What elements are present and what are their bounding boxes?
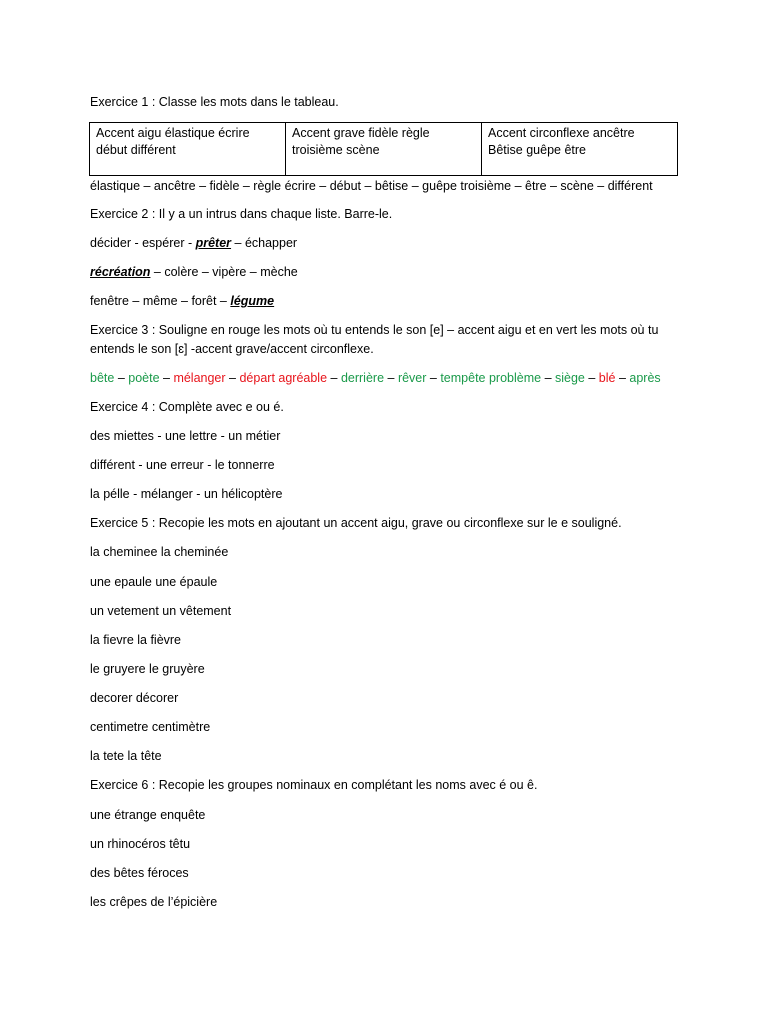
- table-cell-accent-grave: Accent grave fidèle règle troisième scène: [286, 123, 482, 176]
- exercise-5-line: la fievre la fièvre: [90, 633, 182, 647]
- separator: –: [615, 371, 630, 385]
- exercise-2-title: Exercice 2 : Il y a un intrus dans chaque liste. Barre-le.: [90, 207, 393, 221]
- exercise-1-word-list: élastique – ancêtre – fidèle – règle écrire – début – bêtise – guêpe troisième – être – scène – différent: [90, 179, 653, 193]
- exercise-3-title-line-1: Exercice 3 : Souligne en rouge les mots où tu entends le son [e] – accent aigu et en vert les mots où tu: [90, 323, 659, 337]
- separator: –: [541, 371, 555, 385]
- word-green: poète: [128, 371, 160, 385]
- intrus-word: légume: [230, 294, 275, 308]
- exercise-3-colored-words: [90, 370, 661, 386]
- exercise-6-title: Exercice 6 : Recopie les groupes nominaux en complétant les noms avec é ou ê.: [90, 778, 538, 792]
- word-red: blé: [598, 371, 616, 385]
- exercise-6-line: des bêtes féroces: [90, 866, 189, 880]
- word-green: siège: [555, 371, 585, 385]
- intrus-word: prêter: [195, 236, 232, 250]
- word-red: mélanger: [173, 371, 226, 385]
- exercise-5-line: la cheminee la cheminée: [90, 545, 229, 559]
- exercise-4-title: Exercice 4 : Complète avec e ou é.: [90, 400, 284, 414]
- exercise-2-list-3: fenêtre – même – forêt – légume: [90, 294, 275, 308]
- separator: –: [384, 371, 398, 385]
- table-cell-accent-circonflexe: Accent circonflexe ancêtre Bêtise guêpe être: [482, 123, 678, 176]
- word-green: rêver: [397, 371, 427, 385]
- accent-classification-table: [89, 122, 678, 176]
- exercise-4-line-3: la pélle - mélanger - un hélicoptère: [90, 487, 283, 501]
- separator: –: [327, 371, 341, 385]
- separator: –: [225, 371, 240, 385]
- exercise-6-line: une étrange enquête: [90, 808, 206, 822]
- exercise-6-line: les crêpes de l’épicière: [90, 895, 218, 909]
- exercise-4-line-2: différent - une erreur - le tonnerre: [90, 458, 275, 472]
- word-green: après: [629, 371, 661, 385]
- exercise-2-list-1: décider - espérer - prêter – échapper: [90, 236, 298, 250]
- separator: –: [584, 371, 599, 385]
- table-cell-accent-aigu: Accent aigu élastique écrire début différent: [90, 123, 286, 176]
- word-red: départ agréable: [239, 371, 328, 385]
- intrus-word: récréation: [90, 265, 151, 279]
- word-green: derrière: [340, 371, 385, 385]
- exercise-4-line-1: des miettes - une lettre - un métier: [90, 429, 281, 443]
- exercise-5-line: decorer décorer: [90, 691, 179, 705]
- exercise-6-line: un rhinocéros têtu: [90, 837, 191, 851]
- separator: –: [426, 371, 441, 385]
- separator: –: [159, 371, 174, 385]
- word-green: bête: [90, 371, 115, 385]
- exercise-5-line: le gruyere le gruyère: [90, 662, 205, 676]
- exercise-5-line: centimetre centimètre: [90, 720, 211, 734]
- separator: –: [114, 371, 129, 385]
- exercise-1-title: Exercice 1 : Classe les mots dans le tableau.: [90, 95, 339, 109]
- exercise-2-list-2: récréation – colère – vipère – mèche: [90, 265, 298, 279]
- exercise-5-line: une epaule une épaule: [90, 575, 218, 589]
- exercise-3-title-line-2: entends le son [ɛ] -accent grave/accent circonflexe.: [90, 342, 374, 356]
- exercise-5-title: Exercice 5 : Recopie les mots en ajoutant un accent aigu, grave ou circonflexe sur le e souligné.: [90, 516, 622, 530]
- exercise-5-line: un vetement un vêtement: [90, 604, 232, 618]
- exercise-5-line: la tete la tête: [90, 749, 162, 763]
- word-green: tempête problème: [440, 371, 542, 385]
